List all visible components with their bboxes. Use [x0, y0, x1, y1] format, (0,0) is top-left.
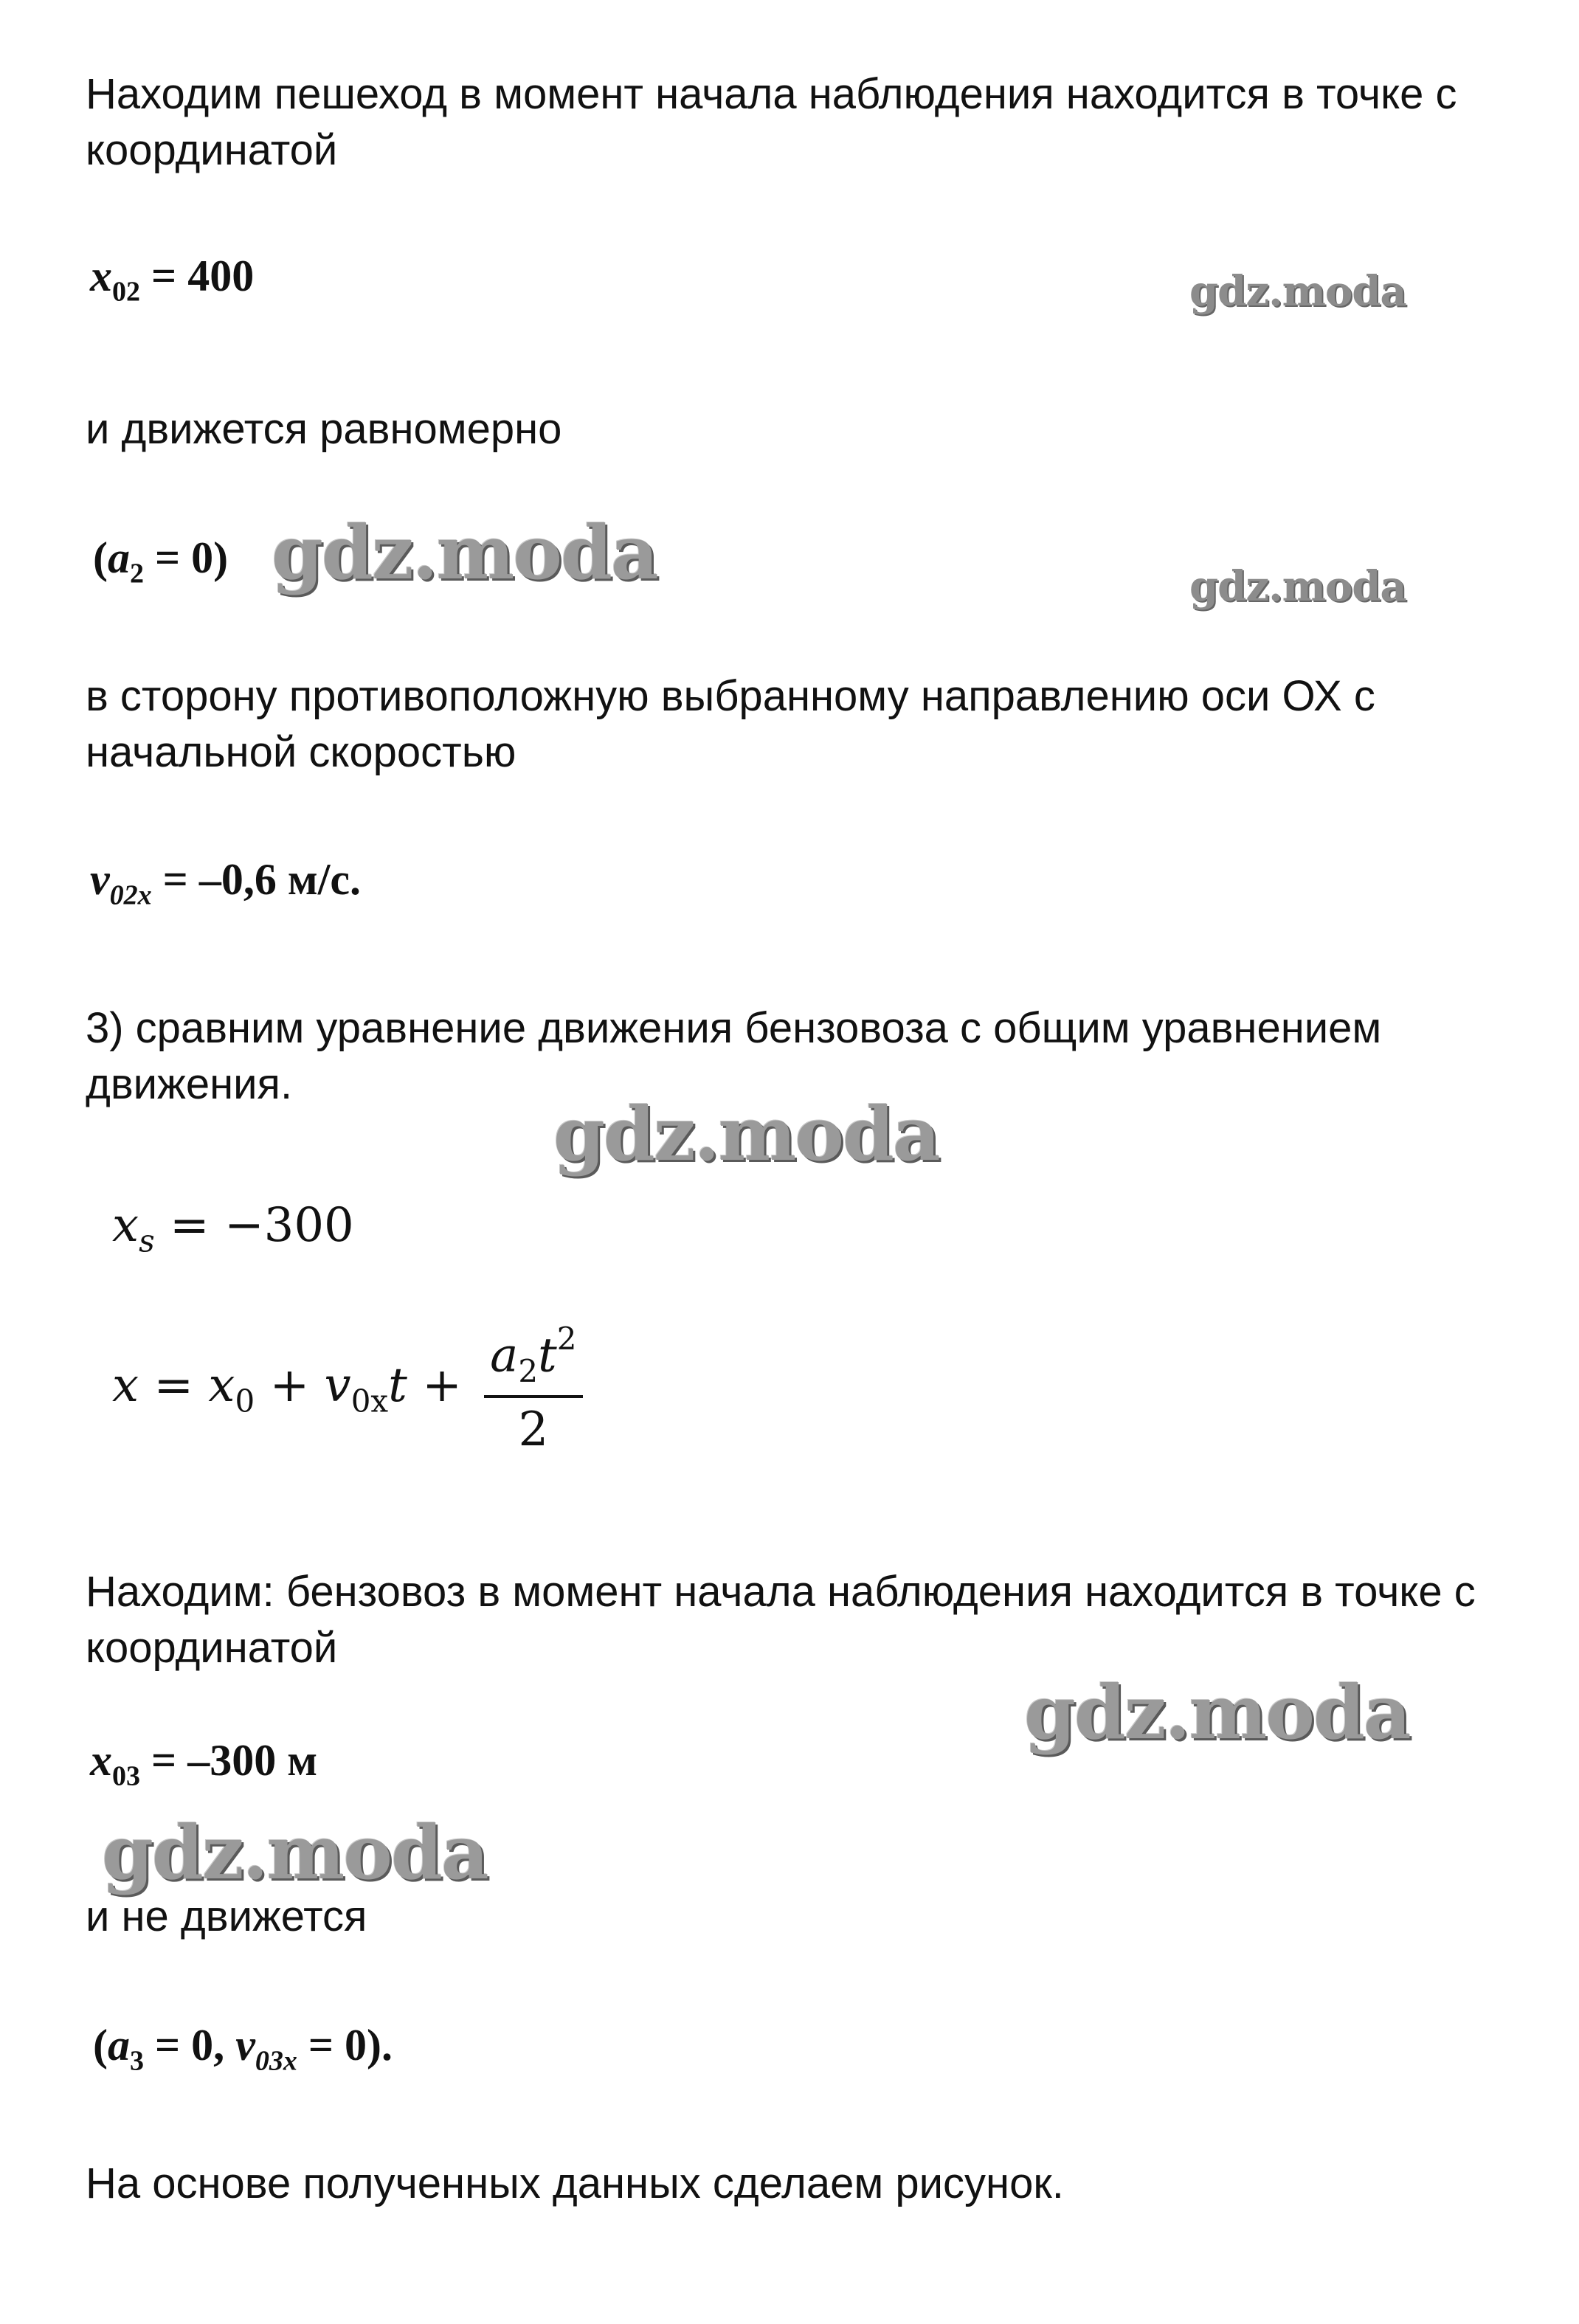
watermark: gdz.moda	[102, 1809, 488, 1896]
formula-x02: $x_{02} = 400$	[90, 252, 255, 308]
paragraph-not-moving: и не движется	[86, 1892, 367, 1940]
formula-a3-v03x: ($a_3 = 0$, $v_{03x} = 0$).	[93, 2021, 393, 2077]
paragraph-opposite-direction: в сторону противоположную выбранному направлению оси ОХ с начальной скоростью	[86, 672, 1375, 776]
watermark: gdz.moda	[1024, 1669, 1410, 1756]
paragraph-compare-equations: 3) сравним уравнение движения бензовоза с общим уравнением движения.	[86, 1004, 1382, 1108]
formula-v02x: $v_{02x} = -0,6$ м/с.	[90, 855, 361, 911]
formula-x03: $x_{03} = -300$ м	[90, 1736, 318, 1792]
paragraph-tanker-position: Находим: бензовоз в момент начала наблюдения находится в точке с координатой	[86, 1568, 1476, 1672]
paragraph-pedestrian-position: Находим пешеход в момент начала наблюдения находится в точке с координатой	[86, 70, 1457, 174]
formula-general-motion: $x = x_0 + v_{0x}t$ + $\frac{a_2t^2}{2}$	[112, 1321, 583, 1457]
paragraph-make-drawing: На основе полученных данных сделаем рисунок.	[86, 2159, 1064, 2207]
watermark: gdz.moda	[553, 1090, 939, 1177]
paragraph-uniform-motion: и движется равномерно	[86, 405, 562, 453]
formula-xs: $x_s = -300$	[112, 1198, 354, 1259]
watermark: gdz.moda	[1189, 267, 1406, 316]
watermark: gdz.moda	[1189, 562, 1406, 611]
formula-a2: $(a_2 = 0)$	[93, 533, 229, 589]
watermark: gdz.moda	[272, 509, 657, 596]
fraction: $\frac{a_2t^2}{2}$	[484, 1321, 582, 1457]
